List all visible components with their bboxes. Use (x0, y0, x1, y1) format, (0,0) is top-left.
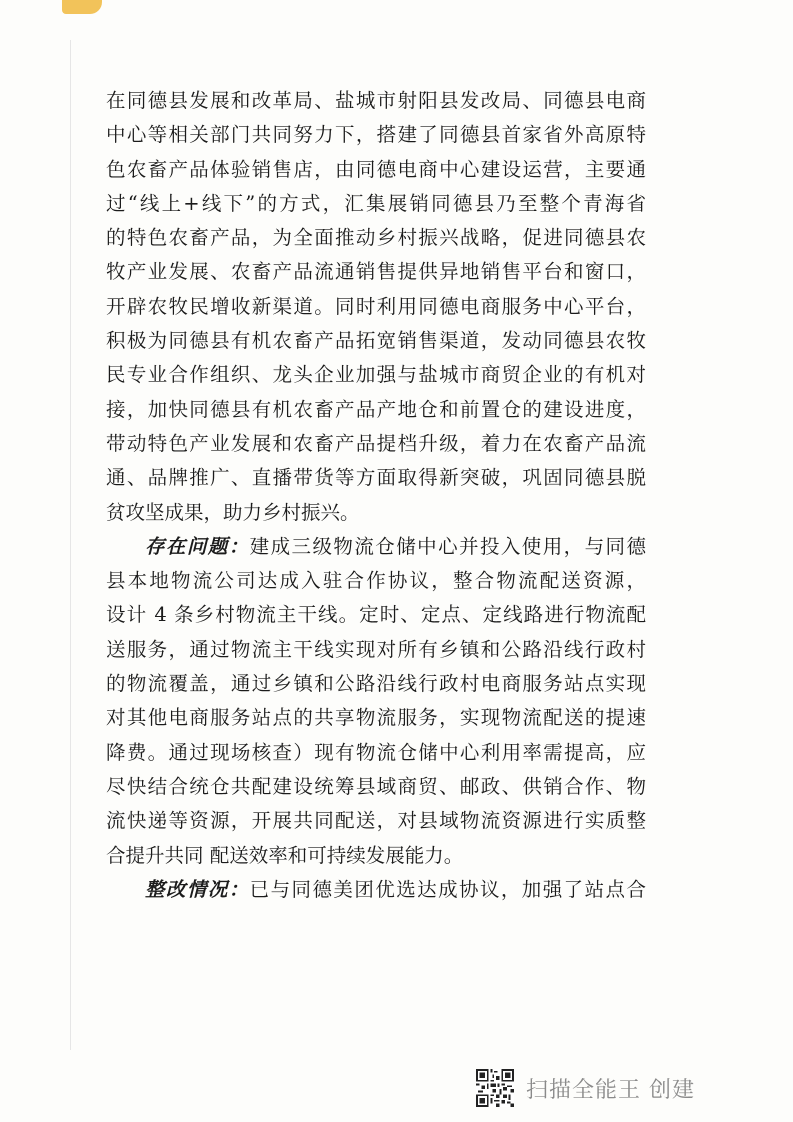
issue-heading-label: 存在问题： (145, 534, 250, 558)
paragraph-1-line: 牧产业发展、农畜产品流通销售提供异地销售平台和窗口， (106, 260, 646, 284)
paragraph-1-line: 在同德县发展和改革局、盐城市射阳县发改局、同德县电商 (106, 89, 646, 112)
paragraph-2-first-line (106, 530, 646, 564)
corner-tab-decoration (62, 0, 102, 14)
paragraph-1-line: 贫攻坚成果，助力乡村振兴。 (106, 500, 360, 524)
paragraph-2-line: 流快递等资源，开展共同配送，对县域物流资源进行实质整 (106, 809, 646, 833)
paragraph-1-line: 中心等相关部门共同努力下，搭建了同德县首家省外高原特 (106, 123, 646, 147)
paragraph-3-first-line (106, 873, 646, 907)
paragraph-1 (106, 84, 646, 530)
paragraph-2-line: 的物流覆盖，通过乡镇和公路沿线行政村电商服务站点实现 (106, 672, 646, 696)
paragraph-2-line: 降费。通过现场核查）现有物流仓储中心利用率需提高，应 (106, 740, 646, 764)
paragraph-1-line: 带动特色产业发展和农畜产品提档升级，着力在农畜产品流 (106, 431, 646, 455)
paragraph-1-line: 通、品牌推广、直播带货等方面取得新突破，巩固同德县脱 (106, 466, 646, 490)
paragraph-1-line: 过“线上+线下”的方式，汇集展销同德县乃至整个青海省 (106, 191, 646, 215)
scanner-watermark (476, 1066, 695, 1110)
paragraph-2-first-line-text: 建成三级物流仓储中心并投入使用，与同德 (249, 534, 646, 558)
paragraph-2-line: 对其他电商服务站点的共享物流服务，实现物流配送的提速 (106, 706, 646, 730)
paragraph-2-line: 县本地物流公司达成入驻合作协议，整合物流配送资源， (106, 569, 646, 593)
paragraph-2 (106, 530, 646, 873)
paragraph-1-line: 的特色农畜产品，为全面推动乡村振兴战略，促进同德县农 (106, 226, 646, 250)
paragraph-2-line: 尽快结合统仓共配建设统筹县域商贸、邮政、供销合作、物 (106, 774, 646, 798)
paragraph-1-line: 开辟农牧民增收新渠道。同时利用同德电商服务中心平台， (106, 294, 646, 318)
paragraph-3-first-line-text: 已与同德美团优选达成协议，加强了站点合 (249, 877, 646, 901)
paragraph-2-line: 送服务，通过物流主干线实现对所有乡镇和公路沿线行政村 (106, 637, 646, 661)
binding-edge-shadow (70, 40, 71, 1050)
paragraph-1-line: 民专业合作组织、龙头企业加强与盐城市商贸企业的有机对 (106, 363, 646, 387)
paragraph-1-line: 色农畜产品体验销售店，由同德电商中心建设运营，主要通 (106, 157, 646, 181)
qr-code-icon (476, 1069, 514, 1107)
paragraph-3 (106, 873, 646, 907)
paragraph-1-line: 积极为同德县有机农畜产品拓宽销售渠道，发动同德县农牧 (106, 329, 646, 353)
document-body (106, 84, 646, 907)
paragraph-2-line: 设计 4 条乡村物流主干线。定时、定点、定线路进行物流配 (106, 603, 646, 627)
watermark-text: 扫描全能王 创建 (526, 1077, 695, 1103)
paragraph-1-line: 接，加快同德县有机农畜产品产地仓和前置仓的建设进度， (106, 397, 646, 421)
rectification-heading-label: 整改情况： (145, 877, 250, 901)
paragraph-2-line: 合提升共同 配送效率和可持续发展能力。 (106, 843, 464, 867)
